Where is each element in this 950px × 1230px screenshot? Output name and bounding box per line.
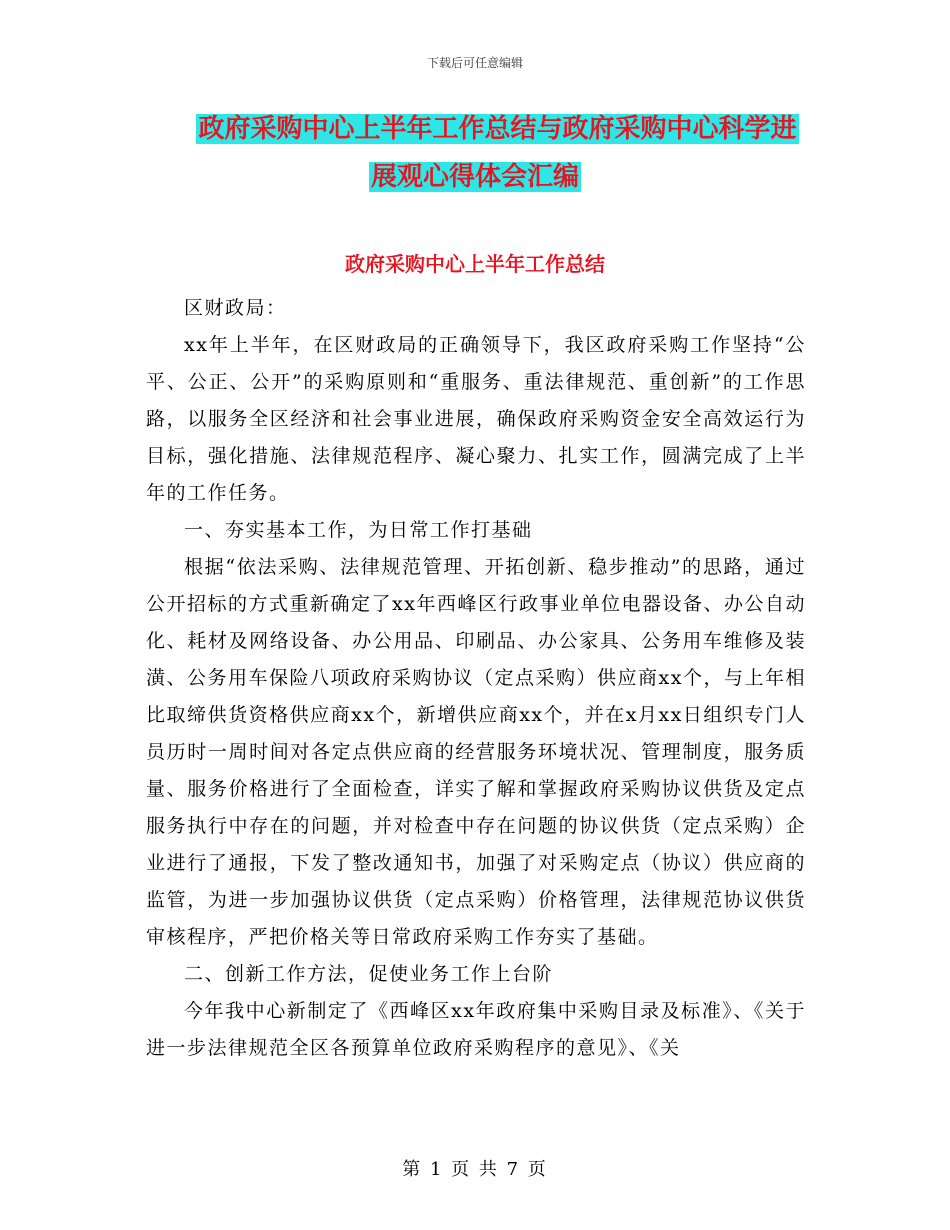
section-title: 政府采购中心上半年工作总结: [345, 252, 605, 276]
document-title-line-2: [0, 160, 950, 194]
page-header: 下载后可任意编辑: [426, 56, 523, 70]
heading-section-2: 二、创新工作方法，促使业务工作上台阶: [184, 963, 554, 985]
salutation: 区财政局：: [184, 297, 287, 319]
title-highlight-2: 展观心得体会汇编: [370, 162, 579, 192]
heading-section-1: 一、夯实基本工作，为日常工作打基础: [184, 519, 533, 541]
paragraph-intro: xx年上半年，在区财政局的正确领导下，我区政府采购工作坚持“公平、公正、公开”的采购原则和“重服务、重法律规范、重创新”的工作思路，以服务全区经济和社会事业进展，确保政府采购资金安全高效运行为目标，强化措施、法律规范程序、凝心聚力、扎实工作，圆满完成了上半年的工作任务。: [146, 334, 806, 504]
title-highlight-1: 政府采购中心上半年工作总结与政府采购中心科学进: [198, 114, 797, 144]
document-title-line-1: [0, 112, 950, 146]
page-footer: 第 1 页 共 7 页: [402, 1159, 548, 1180]
document-body: [146, 290, 806, 1067]
paragraph-section-1: 根据“依法采购、法律规范管理、开拓创新、稳步推动”的思路，通过公开招标的方式重新确定了xx年西峰区行政事业单位电器设备、办公自动化、耗材及网络设备、办公用品、印刷品、办公家具、公务用车维修及装潢、公务用车保险八项政府采购协议（定点采购）供应商xx个，与上年相比取缔供货资格供应商xx个，新增供应商xx个，并在x月xx日组织专门人员历时一周时间对各定点供应商的经营服务环境状况、管理制度，服务质量、服务价格进行了全面检查，详实了解和掌握政府采购协议供货及定点服务执行中存在的问题，并对检查中存在问题的协议供货（定点采购）企业进行了通报，下发了整改通知书，加强了对采购定点（协议）供应商的监管，为进一步加强协议供货（定点采购）价格管理，法律规范协议供货审核程序，严把价格关等日常政府采购工作夯实了基础。: [146, 556, 806, 948]
paragraph-section-2: 今年我中心新制定了《西峰区xx年政府集中采购目录及标准》、《关于进一步法律规范全区各预算单位政府采购程序的意见》、《关: [146, 1000, 806, 1059]
